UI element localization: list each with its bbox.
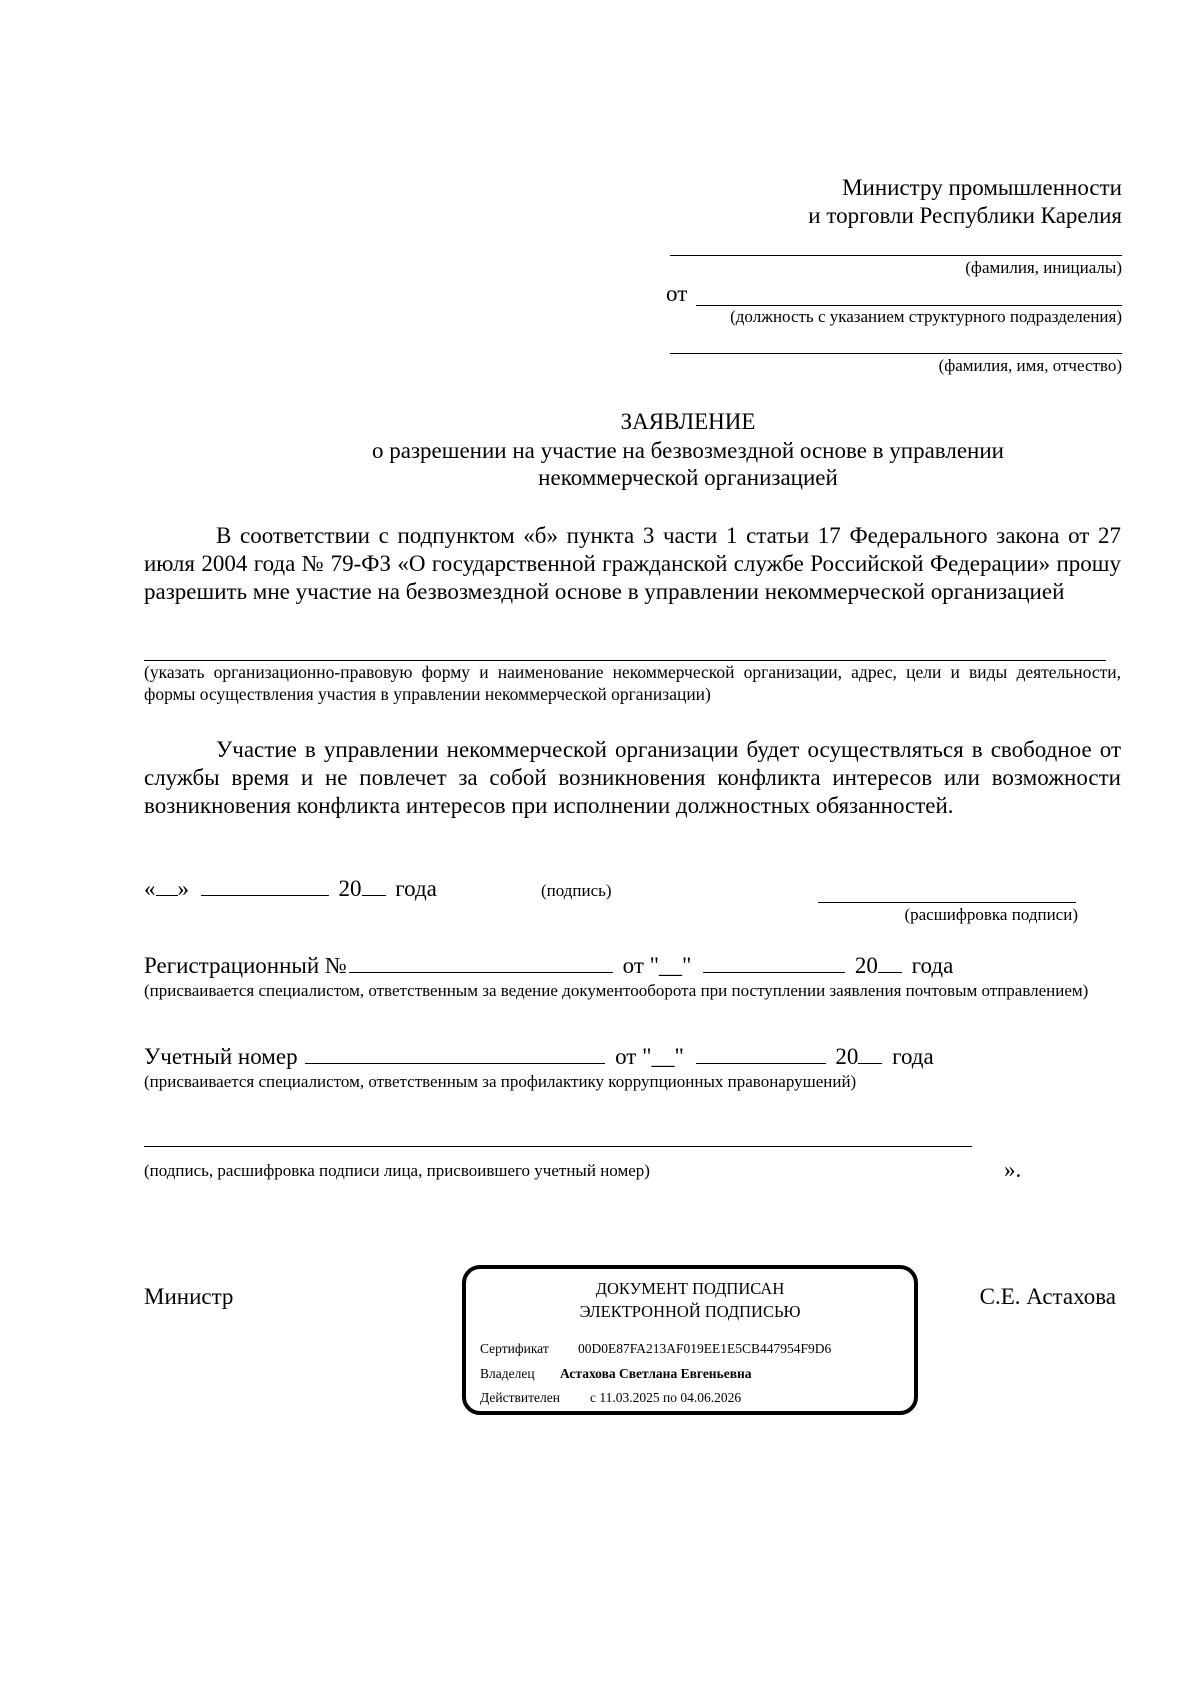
stamp-valid-row: [480, 1390, 741, 1406]
date-quote-close: »: [177, 876, 189, 901]
year-prefix: 20: [338, 876, 362, 901]
signer-position: Министр: [144, 1284, 234, 1309]
electronic-signature-stamp: [462, 1265, 918, 1415]
registration-year-prefix: 20: [854, 953, 878, 978]
signature-caption: (подпись): [541, 881, 612, 900]
account-month-blank: [696, 1043, 826, 1064]
account-caption: (присваивается специалистом, ответственным за профилактику коррупционных правонарушений): [144, 1072, 857, 1091]
account-year-prefix: 20: [835, 1044, 859, 1069]
signature-decode-line: [818, 902, 1076, 903]
caption-name-initials: (фамилия, инициалы): [965, 258, 1122, 277]
registration-year-suffix: года: [911, 953, 954, 978]
from-label: от: [666, 281, 688, 306]
registration-number-blank: [349, 952, 613, 973]
account-label: Учетный номер: [144, 1044, 298, 1069]
stamp-owner-label: Владелец: [480, 1366, 535, 1381]
signer-name: С.Е. Астахова: [979, 1284, 1116, 1309]
registration-label: Регистрационный №: [144, 953, 347, 978]
day-blank: [156, 875, 178, 896]
paragraph-2: Участие в управлении некоммерческой организации будет осуществляться в свободное от службы время и не повлечет за собой возникновения конфликта интересов или возможности возникновения конфликта интересов при исполнении должностных обязанностей.: [144, 737, 1121, 818]
stamp-certificate-value: 00D0E87FA213AF019EE1E5CB447954F9D6: [578, 1341, 832, 1356]
full-name-line: [670, 353, 1122, 354]
stamp-owner-row: [480, 1366, 752, 1382]
assigner-caption: (подпись, расшифровка подписи лица, присвоившего учетный номер): [144, 1161, 650, 1180]
stamp-title-line-1: ДОКУМЕНТ ПОДПИСАН: [595, 1279, 785, 1298]
registration-caption: (присваивается специалистом, ответственным за ведение документооборота при поступлении заявления почтовым отправлением): [144, 981, 1089, 1000]
month-blank: [201, 875, 329, 896]
account-year-suffix: года: [892, 1044, 934, 1069]
assigner-signature-line: [144, 1146, 972, 1147]
year-suffix: года: [395, 876, 437, 901]
account-number-blank: [305, 1043, 605, 1064]
registration-month-blank: [703, 952, 845, 973]
stamp-certificate-row: [480, 1341, 831, 1357]
date-field: [144, 875, 437, 903]
account-from-label: от "__": [615, 1044, 684, 1069]
registration-year-blank: [878, 952, 902, 973]
document-subtitle-line-1: о разрешении на участие на безвозмездной основе в управлении: [372, 438, 1004, 463]
account-year-blank: [858, 1043, 882, 1064]
stamp-title-line-2: ЭЛЕКТРОННОЙ ПОДПИСЬЮ: [579, 1302, 801, 1321]
stamp-owner-value: Астахова Светлана Евгеньевна: [560, 1366, 752, 1381]
document-title: ЗАЯВЛЕНИЕ: [620, 409, 756, 434]
stamp-valid-label: Действителен: [480, 1390, 560, 1405]
name-initials-line: [670, 255, 1122, 256]
registration-from-label: от "__": [622, 953, 692, 978]
closing-mark: ».: [1004, 1157, 1022, 1182]
stamp-certificate-label: Сертификат: [480, 1341, 549, 1356]
addressee-line-1: Министру промышленности: [842, 175, 1122, 200]
stamp-valid-value: с 11.03.2025 по 04.06.2026: [590, 1390, 742, 1405]
document-subtitle-line-2: некоммерческой организацией: [538, 465, 838, 490]
organization-caption: (указать организационно-правовую форму и наименование некоммерческой организации, адрес, цели и виды деятельности, формы осуществления участия в управлении некоммерческой организации): [144, 662, 1121, 704]
caption-position: (должность с указанием структурного подразделения): [730, 307, 1122, 326]
date-quote-open: «: [144, 876, 156, 901]
paragraph-1: В соответствии с подпунктом «б» пункта 3 части 1 статьи 17 Федерального закона от 27 июля 2004 года № 79-ФЗ «О государственной гражданской службе Российской Федерации» прошу разрешить мне участие на безвозмездной основе в управлении некоммерческой организацией: [144, 523, 1121, 604]
registration-row: [144, 952, 953, 980]
year-blank: [362, 875, 386, 896]
signature-decode-caption: (расшифровка подписи): [904, 905, 1078, 924]
addressee-line-2: и торговли Республики Карелия: [808, 203, 1122, 228]
caption-full-name: (фамилия, имя, отчество): [938, 356, 1122, 375]
account-row: [144, 1043, 934, 1071]
